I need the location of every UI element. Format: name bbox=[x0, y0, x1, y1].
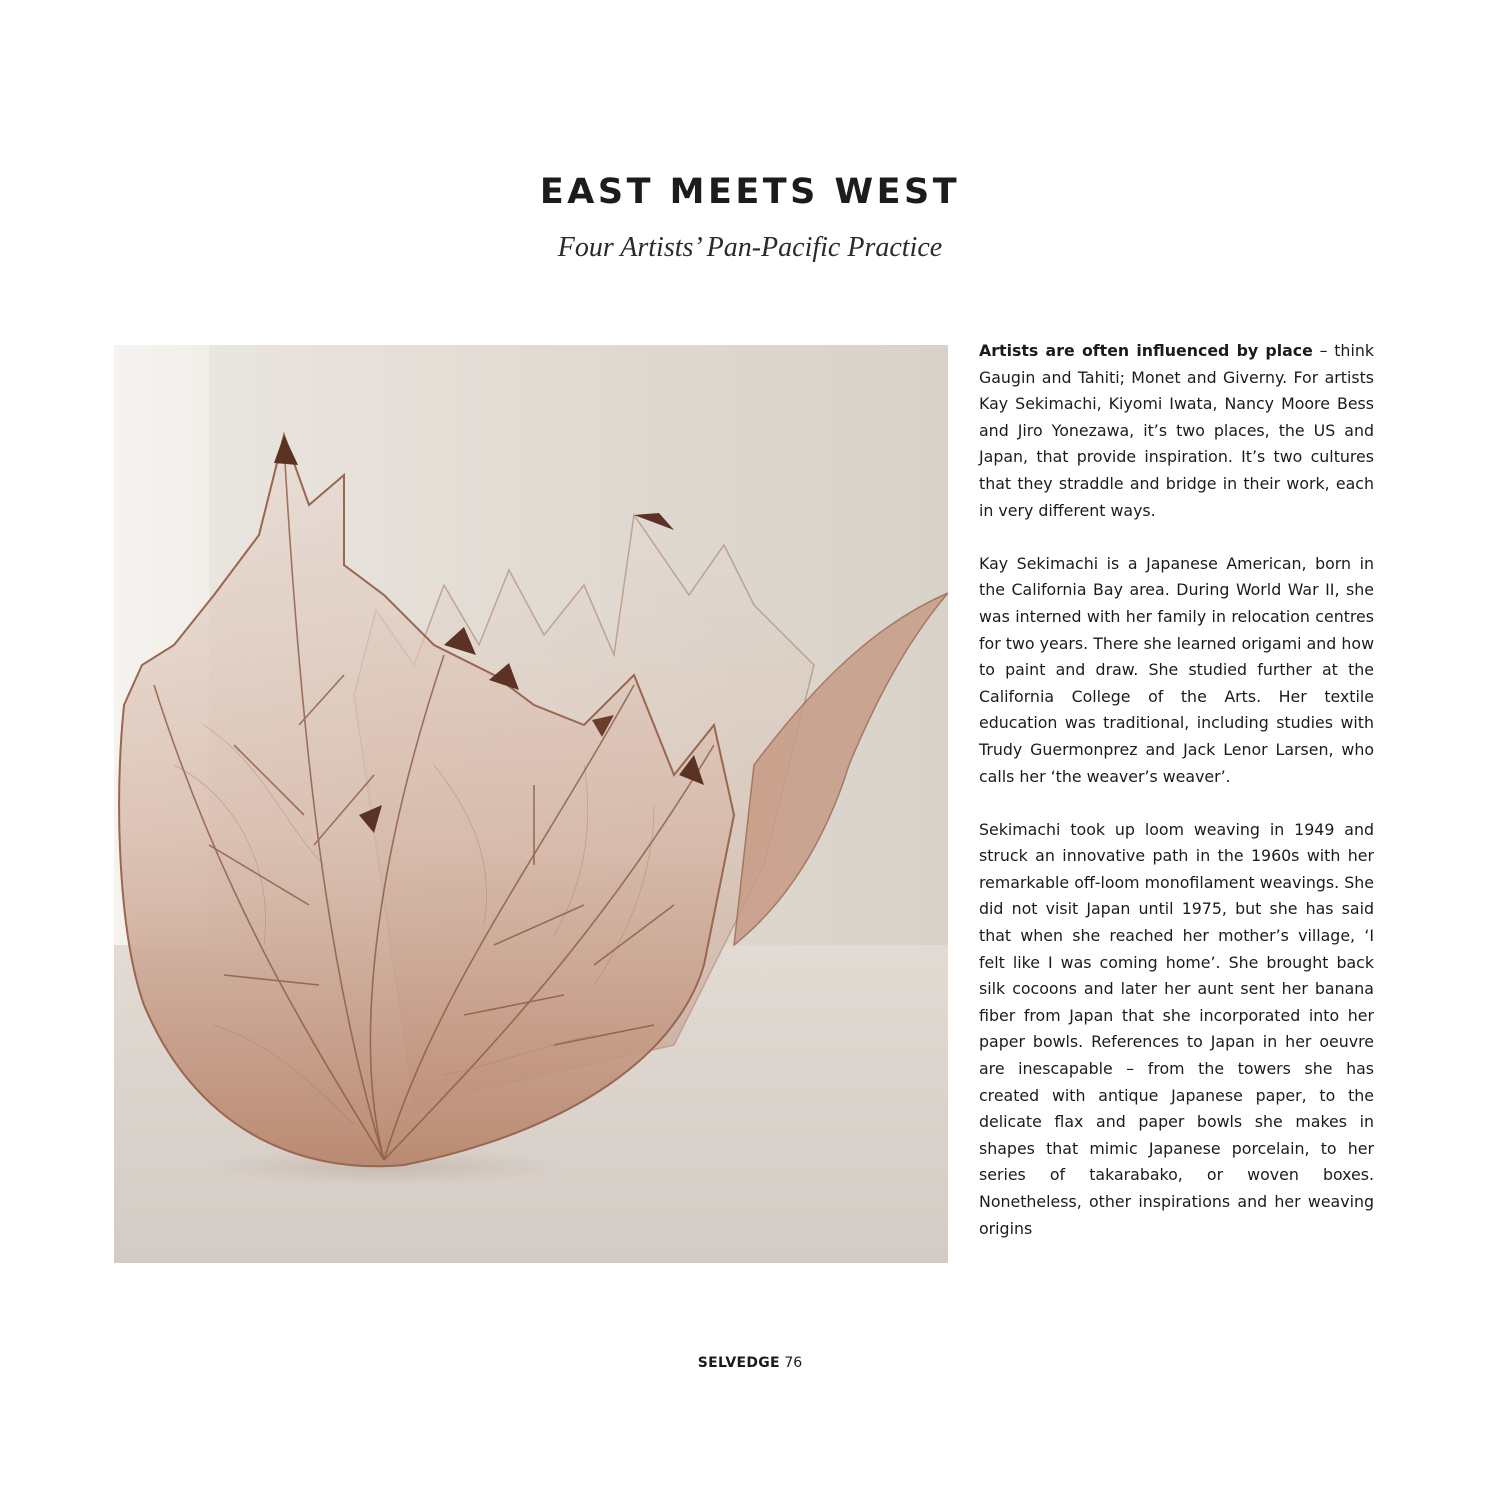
lead-in: Artists are often influenced by place bbox=[979, 341, 1313, 360]
article-body bbox=[979, 338, 1374, 1242]
article-title: EAST MEETS WEST bbox=[539, 172, 961, 212]
paragraph-1 bbox=[979, 338, 1374, 524]
magazine-name: SELVEDGE bbox=[697, 1355, 780, 1371]
page-folio bbox=[0, 1355, 1500, 1371]
leaf-bowl-photo bbox=[114, 345, 948, 1263]
article-subtitle: Four Artists’ Pan-Pacific Practice bbox=[557, 232, 943, 263]
paragraph-3: Sekimachi took up loom weaving in 1949 and struck an innovative path in the 1960s with her remarkable off-loom monofilament weavings. She did not visit Japan until 1975, but she has said that when she reached her mother’s village, ‘I felt like I was coming home’. She brought back silk cocoons and later her aunt sent her banana fiber from Japan that she incorporated into her paper bowls. References to Japan in her oeuvre are inescapable – from the towers she has created with antique Japanese paper, to the delicate flax and paper bowls she makes in shapes that mimic Japanese porcelain, to her series of takarabako, or woven boxes. Nonetheless, other inspirations and her weaving origins bbox=[979, 819, 1374, 1238]
paragraph-2: Kay Sekimachi is a Japanese American, born in the California Bay area. During World War II, she was interned with her family in relocation centres for two years. There she learned origami and how to paint and draw. She studied further at the California College of the Arts. Her textile education was traditional, including studies with Trudy Guermonprez and Jack Lenor Larsen, who calls her ‘the weaver’s weaver’. bbox=[979, 553, 1374, 786]
page-number: 76 bbox=[784, 1355, 803, 1371]
leaf-bowl-illustration bbox=[114, 345, 948, 1263]
paragraph-1-text: – think Gaugin and Tahiti; Monet and Giverny. For artists Kay Sekimachi, Kiyomi Iwata, Nancy Moore Bess and Jiro Yonezawa, it’s two places, the US and Japan, that provide inspiration. It’s two cultures that they straddle and bridge in their work, each in very different ways. bbox=[979, 341, 1374, 520]
